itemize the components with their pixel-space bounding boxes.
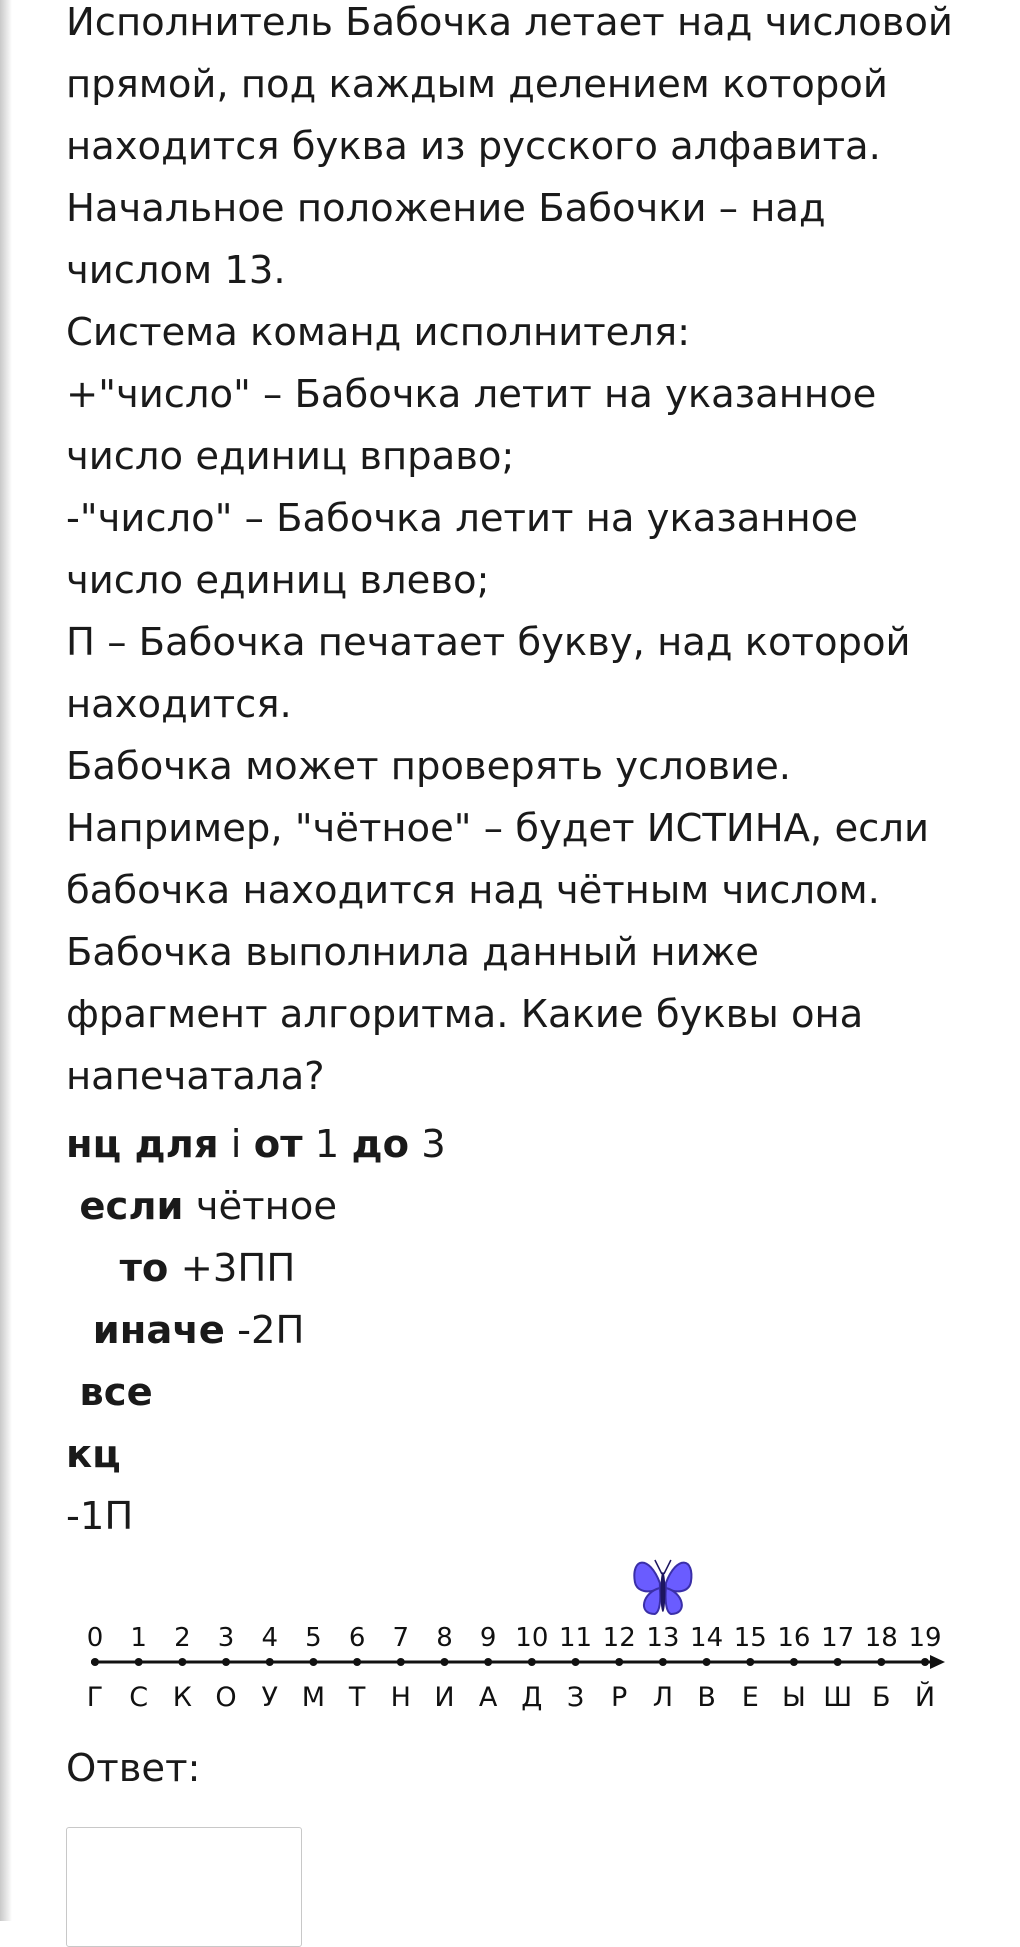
task-line: Начальное положение Бабочки – над [66, 186, 826, 231]
keyword: то [66, 1246, 169, 1291]
axis-tick [834, 1658, 842, 1666]
keyword: кц [66, 1432, 121, 1477]
code-text: 3 [409, 1122, 446, 1167]
tick-label-letter: Н [390, 1682, 411, 1713]
task-line: Исполнитель Бабочка летает над числовой [66, 0, 953, 45]
tick-label-letter: А [478, 1682, 498, 1713]
tick-label-letter: К [172, 1682, 192, 1713]
tick-label-number: 11 [558, 1623, 593, 1653]
tick-label-number: 4 [261, 1623, 279, 1653]
code-text: чётное [183, 1184, 338, 1229]
keyword: иначе [66, 1308, 225, 1353]
tick-label-letter: О [215, 1682, 237, 1713]
keyword: от [253, 1122, 303, 1167]
axis-tick [266, 1658, 274, 1666]
tick-label-letter: Р [611, 1682, 628, 1713]
tick-label-letter: Е [741, 1682, 759, 1713]
axis-tick [572, 1658, 580, 1666]
task-line: число единиц вправо; [66, 434, 515, 479]
code-text: 1 [302, 1122, 352, 1167]
keyword: до [351, 1122, 410, 1167]
tick-label-number: 15 [733, 1623, 767, 1653]
tick-label-number: 6 [348, 1623, 366, 1653]
axis-tick [397, 1658, 405, 1666]
axis-tick [921, 1658, 929, 1666]
axis-tick [440, 1658, 448, 1666]
tick-label-number: 0 [86, 1623, 104, 1653]
butterfly-icon [634, 1560, 691, 1614]
tick-label-letter: Б [872, 1682, 891, 1713]
tick-label-letter: У [261, 1682, 278, 1713]
axis-tick [91, 1658, 99, 1666]
task-line: напечатала? [66, 1054, 325, 1099]
code-line-4 [66, 1300, 986, 1362]
axis-tick [877, 1658, 885, 1666]
number-line-figure [0, 1530, 1020, 1730]
task-line: П – Бабочка печатает букву, над которой [66, 620, 911, 665]
tick-label-letter: Л [652, 1682, 674, 1713]
keyword: если [66, 1184, 184, 1229]
tick-label-number: 13 [646, 1623, 680, 1653]
task-line: Система команд исполнителя: [66, 310, 691, 355]
task-line: находится буква из русского алфавита. [66, 124, 881, 169]
tick-label-letter: Г [86, 1682, 104, 1713]
tick-label-letter: Т [348, 1682, 366, 1713]
axis-tick [528, 1658, 536, 1666]
task-line: -"число" – Бабочка летит на указанное [66, 496, 858, 541]
tick-label-letter: Й [914, 1682, 936, 1713]
axis-tick [615, 1658, 623, 1666]
tick-label-number: 8 [436, 1623, 453, 1653]
axis-tick [135, 1658, 143, 1666]
axis-tick [746, 1658, 754, 1666]
code-line-2 [66, 1176, 986, 1238]
tick-label-number: 17 [821, 1623, 855, 1653]
code-line-6 [66, 1424, 986, 1486]
tick-label-letter: Ш [823, 1682, 853, 1713]
axis-tick [222, 1658, 230, 1666]
task-text [66, 0, 986, 1108]
tick-label-letter: И [434, 1682, 455, 1713]
keyword: нц для [66, 1122, 219, 1167]
tick-label-number: 9 [479, 1623, 497, 1653]
tick-label-number: 5 [305, 1623, 322, 1653]
tick-label-letter: М [301, 1682, 326, 1713]
code-line-3 [66, 1238, 986, 1300]
axis-tick [659, 1658, 667, 1666]
tick-label-number: 18 [864, 1623, 898, 1653]
tick-label-letter: Д [521, 1682, 543, 1713]
tick-label-letter: С [129, 1682, 149, 1713]
code-line-5 [66, 1362, 986, 1424]
task-line: прямой, под каждым делением которой [66, 62, 888, 107]
answer-label: Ответ: [66, 1746, 201, 1791]
tick-label-number: 16 [777, 1623, 811, 1653]
task-line: числом 13. [66, 248, 286, 293]
task-line: Бабочка может проверять условие. [66, 744, 792, 789]
task-line: Бабочка выполнила данный ниже [66, 930, 759, 975]
tick-label-number: 2 [174, 1623, 191, 1653]
task-line: +"число" – Бабочка летит на указанное [66, 372, 877, 417]
code-line-1 [66, 1114, 986, 1176]
tick-label-number: 1 [130, 1623, 147, 1653]
code-text: -2П [224, 1308, 305, 1353]
answer-input[interactable] [66, 1827, 302, 1947]
task-line: находится. [66, 682, 292, 727]
task-line: число единиц влево; [66, 558, 490, 603]
code-text: -1П [66, 1494, 134, 1539]
number-line-svg [0, 1530, 1020, 1730]
tick-label-number: 7 [392, 1623, 410, 1653]
axis-tick [703, 1658, 711, 1666]
tick-label-number: 14 [690, 1623, 724, 1653]
axis-tick [790, 1658, 798, 1666]
code-text: i [218, 1122, 254, 1167]
axis-tick [353, 1658, 361, 1666]
tick-label-letter: Ы [782, 1682, 806, 1713]
axis-tick [178, 1658, 186, 1666]
tick-label-letter: З [566, 1682, 585, 1713]
code-text: +3ПП [168, 1246, 296, 1291]
task-line: бабочка находится над чётным числом. [66, 868, 880, 913]
keyword: все [66, 1370, 153, 1415]
axis-arrow [930, 1655, 945, 1669]
tick-label-letter: В [697, 1682, 716, 1713]
task-line: Например, "чётное" – будет ИСТИНА, если [66, 806, 929, 851]
task-line: фрагмент алгоритма. Какие буквы она [66, 992, 864, 1037]
tick-label-number: 10 [515, 1623, 549, 1653]
tick-label-number: 19 [908, 1623, 942, 1653]
algorithm-code [66, 1114, 986, 1548]
axis-tick [309, 1658, 317, 1666]
axis-tick [484, 1658, 492, 1666]
tick-label-number: 12 [602, 1623, 636, 1653]
tick-label-number: 3 [217, 1623, 235, 1653]
